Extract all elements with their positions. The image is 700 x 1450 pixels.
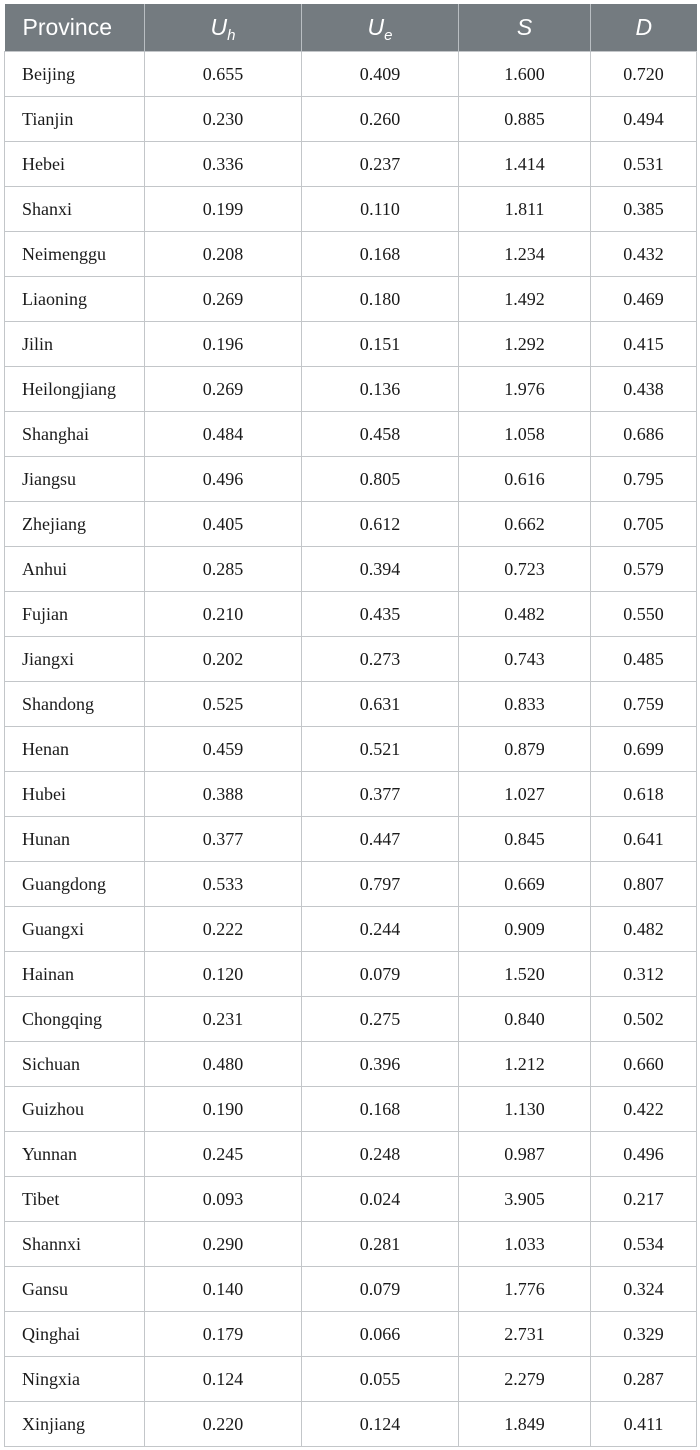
uh-cell: 0.336 xyxy=(145,142,302,187)
ue-cell: 0.151 xyxy=(302,322,459,367)
ue-cell: 0.055 xyxy=(302,1357,459,1402)
ue-cell: 0.124 xyxy=(302,1402,459,1447)
uh-cell: 0.222 xyxy=(145,907,302,952)
d-cell: 0.385 xyxy=(591,187,697,232)
table-row xyxy=(5,232,697,277)
ue-cell: 0.612 xyxy=(302,502,459,547)
table-row xyxy=(5,502,697,547)
uh-cell: 0.480 xyxy=(145,1042,302,1087)
s-cell: 1.058 xyxy=(459,412,591,457)
province-cell: Jiangxi xyxy=(5,637,145,682)
s-cell: 0.987 xyxy=(459,1132,591,1177)
s-cell: 1.492 xyxy=(459,277,591,322)
province-cell: Hainan xyxy=(5,952,145,997)
table-row xyxy=(5,592,697,637)
d-cell: 0.534 xyxy=(591,1222,697,1267)
ue-cell: 0.136 xyxy=(302,367,459,412)
d-cell: 0.438 xyxy=(591,367,697,412)
ue-cell: 0.168 xyxy=(302,232,459,277)
uh-cell: 0.388 xyxy=(145,772,302,817)
d-cell: 0.807 xyxy=(591,862,697,907)
ue-cell: 0.079 xyxy=(302,1267,459,1312)
uh-cell: 0.230 xyxy=(145,97,302,142)
uh-cell: 0.459 xyxy=(145,727,302,772)
d-cell: 0.287 xyxy=(591,1357,697,1402)
table-row xyxy=(5,412,697,457)
ue-cell: 0.281 xyxy=(302,1222,459,1267)
province-cell: Henan xyxy=(5,727,145,772)
province-cell: Shanxi xyxy=(5,187,145,232)
table-row xyxy=(5,1402,697,1447)
d-cell: 0.411 xyxy=(591,1402,697,1447)
s-cell: 3.905 xyxy=(459,1177,591,1222)
table-row xyxy=(5,1267,697,1312)
s-cell: 1.027 xyxy=(459,772,591,817)
uh-cell: 0.525 xyxy=(145,682,302,727)
d-cell: 0.795 xyxy=(591,457,697,502)
province-cell: Hunan xyxy=(5,817,145,862)
table-row xyxy=(5,322,697,367)
s-cell: 1.234 xyxy=(459,232,591,277)
d-cell: 0.502 xyxy=(591,997,697,1042)
ue-cell: 0.168 xyxy=(302,1087,459,1132)
province-cell: Gansu xyxy=(5,1267,145,1312)
d-cell: 0.329 xyxy=(591,1312,697,1357)
province-data-table xyxy=(4,4,697,1447)
uh-cell: 0.496 xyxy=(145,457,302,502)
table-row xyxy=(5,1132,697,1177)
d-cell: 0.312 xyxy=(591,952,697,997)
s-cell: 0.723 xyxy=(459,547,591,592)
province-cell: Jilin xyxy=(5,322,145,367)
s-cell: 0.879 xyxy=(459,727,591,772)
province-cell: Beijing xyxy=(5,52,145,97)
uh-cell: 0.140 xyxy=(145,1267,302,1312)
s-cell: 1.212 xyxy=(459,1042,591,1087)
ue-cell: 0.273 xyxy=(302,637,459,682)
table-row xyxy=(5,52,697,97)
s-cell: 0.743 xyxy=(459,637,591,682)
table-row xyxy=(5,1177,697,1222)
table-row xyxy=(5,142,697,187)
d-cell: 0.699 xyxy=(591,727,697,772)
s-cell: 1.292 xyxy=(459,322,591,367)
province-cell: Neimenggu xyxy=(5,232,145,277)
d-cell: 0.550 xyxy=(591,592,697,637)
d-cell: 0.432 xyxy=(591,232,697,277)
province-cell: Fujian xyxy=(5,592,145,637)
ue-cell: 0.797 xyxy=(302,862,459,907)
d-cell: 0.660 xyxy=(591,1042,697,1087)
uh-cell: 0.285 xyxy=(145,547,302,592)
s-cell: 0.482 xyxy=(459,592,591,637)
s-cell: 0.669 xyxy=(459,862,591,907)
province-cell: Hebei xyxy=(5,142,145,187)
d-cell: 0.759 xyxy=(591,682,697,727)
table-header xyxy=(5,4,697,52)
uh-cell: 0.533 xyxy=(145,862,302,907)
uh-cell: 0.269 xyxy=(145,277,302,322)
uh-cell: 0.124 xyxy=(145,1357,302,1402)
province-cell: Tibet xyxy=(5,1177,145,1222)
uh-cell: 0.220 xyxy=(145,1402,302,1447)
ue-cell: 0.631 xyxy=(302,682,459,727)
d-cell: 0.494 xyxy=(591,97,697,142)
s-cell: 1.849 xyxy=(459,1402,591,1447)
s-cell: 2.731 xyxy=(459,1312,591,1357)
uh-cell: 0.190 xyxy=(145,1087,302,1132)
province-cell: Hubei xyxy=(5,772,145,817)
s-cell: 0.885 xyxy=(459,97,591,142)
s-cell: 0.833 xyxy=(459,682,591,727)
d-cell: 0.485 xyxy=(591,637,697,682)
province-cell: Guizhou xyxy=(5,1087,145,1132)
province-cell: Heilongjiang xyxy=(5,367,145,412)
province-cell: Shandong xyxy=(5,682,145,727)
uh-cell: 0.196 xyxy=(145,322,302,367)
d-cell: 0.686 xyxy=(591,412,697,457)
uh-cell: 0.290 xyxy=(145,1222,302,1267)
ue-cell: 0.435 xyxy=(302,592,459,637)
table-row xyxy=(5,187,697,232)
table-row xyxy=(5,457,697,502)
province-cell: Shanghai xyxy=(5,412,145,457)
ue-cell: 0.458 xyxy=(302,412,459,457)
d-cell: 0.422 xyxy=(591,1087,697,1132)
uh-cell: 0.231 xyxy=(145,997,302,1042)
s-cell: 1.033 xyxy=(459,1222,591,1267)
d-cell: 0.705 xyxy=(591,502,697,547)
s-cell: 1.976 xyxy=(459,367,591,412)
ue-cell: 0.377 xyxy=(302,772,459,817)
table-row xyxy=(5,997,697,1042)
uh-cell: 0.202 xyxy=(145,637,302,682)
d-cell: 0.482 xyxy=(591,907,697,952)
uh-cell: 0.199 xyxy=(145,187,302,232)
table-row xyxy=(5,1312,697,1357)
d-cell: 0.579 xyxy=(591,547,697,592)
province-cell: Tianjin xyxy=(5,97,145,142)
uh-cell: 0.269 xyxy=(145,367,302,412)
s-cell: 1.776 xyxy=(459,1267,591,1312)
s-cell: 1.414 xyxy=(459,142,591,187)
table-row xyxy=(5,1222,697,1267)
d-cell: 0.641 xyxy=(591,817,697,862)
uh-cell: 0.120 xyxy=(145,952,302,997)
ue-cell: 0.066 xyxy=(302,1312,459,1357)
d-cell: 0.415 xyxy=(591,322,697,367)
table-row xyxy=(5,862,697,907)
ue-cell: 0.110 xyxy=(302,187,459,232)
uh-cell: 0.245 xyxy=(145,1132,302,1177)
ue-cell: 0.521 xyxy=(302,727,459,772)
table-row xyxy=(5,817,697,862)
province-cell: Jiangsu xyxy=(5,457,145,502)
table-row xyxy=(5,727,697,772)
d-cell: 0.217 xyxy=(591,1177,697,1222)
province-cell: Anhui xyxy=(5,547,145,592)
ue-cell: 0.447 xyxy=(302,817,459,862)
table-row xyxy=(5,682,697,727)
ue-cell: 0.275 xyxy=(302,997,459,1042)
ue-cell: 0.409 xyxy=(302,52,459,97)
table-row xyxy=(5,637,697,682)
province-cell: Xinjiang xyxy=(5,1402,145,1447)
province-cell: Guangxi xyxy=(5,907,145,952)
ue-cell: 0.244 xyxy=(302,907,459,952)
column-header-ue: $U_e$ xyxy=(302,4,459,52)
s-cell: 1.811 xyxy=(459,187,591,232)
ue-cell: 0.260 xyxy=(302,97,459,142)
table-body xyxy=(5,52,697,1447)
table-row xyxy=(5,367,697,412)
s-cell: 0.662 xyxy=(459,502,591,547)
table-row xyxy=(5,1042,697,1087)
uh-cell: 0.093 xyxy=(145,1177,302,1222)
province-cell: Sichuan xyxy=(5,1042,145,1087)
s-cell: 0.909 xyxy=(459,907,591,952)
table-row xyxy=(5,1357,697,1402)
header-row xyxy=(5,4,697,52)
s-cell: 1.600 xyxy=(459,52,591,97)
province-cell: Liaoning xyxy=(5,277,145,322)
uh-cell: 0.210 xyxy=(145,592,302,637)
d-cell: 0.469 xyxy=(591,277,697,322)
table-row xyxy=(5,277,697,322)
province-cell: Yunnan xyxy=(5,1132,145,1177)
column-header-d: D xyxy=(591,4,697,52)
ue-cell: 0.237 xyxy=(302,142,459,187)
uh-cell: 0.208 xyxy=(145,232,302,277)
uh-cell: 0.655 xyxy=(145,52,302,97)
table-row xyxy=(5,952,697,997)
s-cell: 1.130 xyxy=(459,1087,591,1132)
column-header-uh: $U_h$ xyxy=(145,4,302,52)
s-cell: 0.840 xyxy=(459,997,591,1042)
province-cell: Chongqing xyxy=(5,997,145,1042)
d-cell: 0.618 xyxy=(591,772,697,817)
province-cell: Zhejiang xyxy=(5,502,145,547)
ue-cell: 0.396 xyxy=(302,1042,459,1087)
uh-cell: 0.405 xyxy=(145,502,302,547)
uh-cell: 0.179 xyxy=(145,1312,302,1357)
ue-cell: 0.024 xyxy=(302,1177,459,1222)
column-header-s: S xyxy=(459,4,591,52)
province-cell: Shannxi xyxy=(5,1222,145,1267)
table-row xyxy=(5,1087,697,1132)
uh-cell: 0.377 xyxy=(145,817,302,862)
d-cell: 0.720 xyxy=(591,52,697,97)
column-header-province: Province xyxy=(5,4,145,52)
s-cell: 0.845 xyxy=(459,817,591,862)
ue-cell: 0.180 xyxy=(302,277,459,322)
s-cell: 1.520 xyxy=(459,952,591,997)
province-cell: Qinghai xyxy=(5,1312,145,1357)
s-cell: 0.616 xyxy=(459,457,591,502)
ue-cell: 0.805 xyxy=(302,457,459,502)
table-row xyxy=(5,547,697,592)
table-row xyxy=(5,772,697,817)
province-cell: Ningxia xyxy=(5,1357,145,1402)
ue-cell: 0.248 xyxy=(302,1132,459,1177)
d-cell: 0.324 xyxy=(591,1267,697,1312)
ue-cell: 0.079 xyxy=(302,952,459,997)
table-row xyxy=(5,97,697,142)
uh-cell: 0.484 xyxy=(145,412,302,457)
table-row xyxy=(5,907,697,952)
d-cell: 0.496 xyxy=(591,1132,697,1177)
province-cell: Guangdong xyxy=(5,862,145,907)
s-cell: 2.279 xyxy=(459,1357,591,1402)
ue-cell: 0.394 xyxy=(302,547,459,592)
d-cell: 0.531 xyxy=(591,142,697,187)
